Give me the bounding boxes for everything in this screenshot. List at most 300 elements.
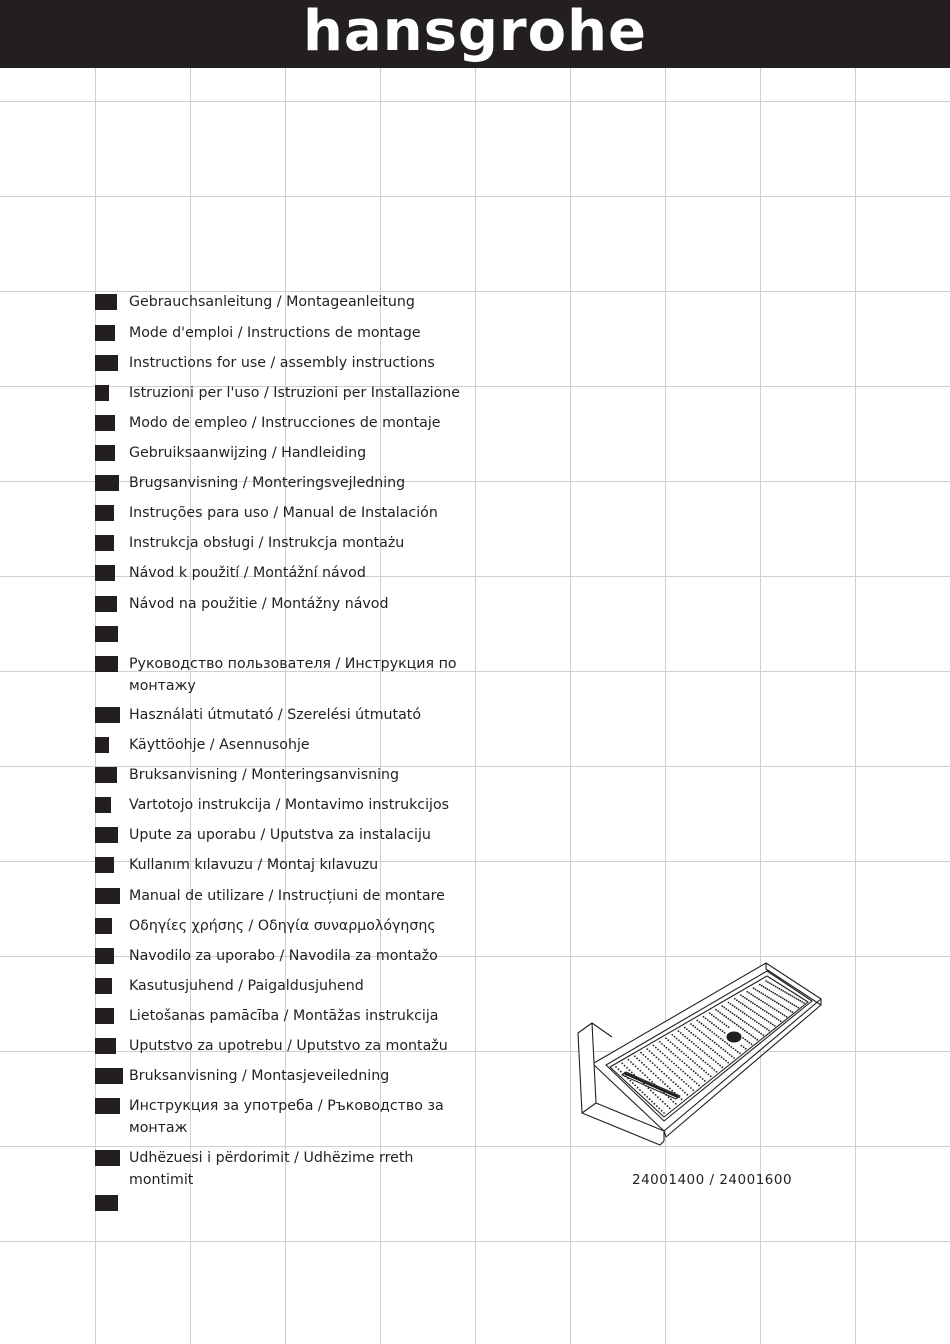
- nozzle-dot: [734, 1022, 736, 1024]
- nozzle-dot: [788, 1009, 790, 1011]
- nozzle-dot: [684, 1027, 686, 1029]
- language-label: Kasutusjuhend / Paigaldusjuhend: [129, 978, 364, 994]
- nozzle-dot: [656, 1067, 658, 1069]
- nozzle-dot: [758, 998, 760, 1000]
- nozzle-dot: [760, 1007, 762, 1009]
- nozzle-dot: [689, 1077, 691, 1079]
- nozzle-dot: [648, 1068, 650, 1070]
- language-marker: [95, 737, 109, 753]
- nozzle-dot: [693, 1043, 695, 1045]
- nozzle-dot: [628, 1059, 630, 1061]
- nozzle-dot: [738, 1009, 740, 1011]
- nozzle-dot: [638, 1078, 640, 1080]
- nozzle-dot: [684, 1036, 686, 1038]
- header-bar: [0, 0, 950, 68]
- nozzle-dot: [679, 1059, 681, 1061]
- nozzle-dot: [744, 1013, 746, 1015]
- nozzle-dot: [711, 1057, 713, 1059]
- nozzle-dot: [758, 1023, 760, 1025]
- language-label: Istruzioni per l'uso / Istruzioni per Installazione: [129, 385, 461, 401]
- nozzle-dot: [758, 1014, 760, 1016]
- nozzle-dot: [782, 990, 784, 992]
- nozzle-dot: [698, 1056, 700, 1058]
- nozzle-dot: [713, 1033, 715, 1035]
- nozzle-dot: [666, 1075, 668, 1077]
- nozzle-dot: [679, 1077, 681, 1079]
- language-marker: [95, 626, 118, 642]
- nozzle-dot: [631, 1072, 633, 1074]
- language-marker: [95, 505, 114, 521]
- nozzle-dot: [767, 988, 769, 990]
- nozzle-dot: [748, 1008, 750, 1010]
- nozzle-dot: [702, 1078, 704, 1080]
- nozzle-dot: [745, 1048, 747, 1050]
- nozzle-dot: [665, 1037, 667, 1039]
- nozzle-dot: [744, 997, 746, 999]
- nozzle-dot: [674, 1073, 676, 1075]
- nozzle-dot: [786, 1000, 788, 1002]
- language-marker: [95, 707, 120, 723]
- nozzle-dot: [715, 1017, 717, 1019]
- nozzle-dot: [668, 1077, 670, 1079]
- nozzle-dot: [780, 1020, 782, 1022]
- language-label: Lietošanas pamācība / Montāžas instrukcija: [129, 1008, 439, 1024]
- nozzle-dot: [675, 1083, 677, 1085]
- overhead-shower-illustration: [572, 955, 857, 1150]
- nozzle-dot: [690, 1032, 692, 1034]
- nozzle-dot: [680, 1069, 682, 1071]
- nozzle-dot: [675, 1055, 677, 1057]
- nozzle-dot: [720, 1038, 722, 1040]
- model-numbers: 24001400 / 24001600: [632, 1172, 793, 1188]
- nozzle-dot: [757, 990, 759, 992]
- nozzle-dot: [764, 1018, 766, 1020]
- nozzle-dot: [671, 1061, 673, 1063]
- nozzle-dot: [725, 1060, 727, 1062]
- language-label: Brugsanvisning / Monteringsvejledning: [129, 475, 406, 491]
- nozzle-dot: [681, 1098, 683, 1100]
- nozzle-dot: [672, 1053, 674, 1055]
- nozzle-dot: [662, 1081, 664, 1083]
- nozzle-dot: [719, 1055, 721, 1057]
- nozzle-dot: [694, 1081, 696, 1083]
- nozzle-dot: [754, 996, 756, 998]
- nozzle-dot: [734, 1006, 736, 1008]
- nozzle-dot: [750, 1009, 752, 1011]
- language-label: Návod na použitie / Montážny návod: [129, 596, 389, 612]
- nozzle-dot: [667, 1039, 669, 1041]
- nozzle-dot: [752, 995, 754, 997]
- language-marker: [95, 1195, 118, 1211]
- nozzle-dot: [642, 1091, 644, 1093]
- nozzle-dot: [691, 1041, 693, 1043]
- nozzle-dot: [746, 1023, 748, 1025]
- nozzle-dot: [772, 992, 774, 994]
- nozzle-dot: [644, 1094, 646, 1096]
- nozzle-dot: [682, 1034, 684, 1036]
- nozzle-dot: [651, 1052, 653, 1054]
- nozzle-dot: [651, 1081, 653, 1083]
- nozzle-dot: [669, 1069, 671, 1071]
- nozzle-dot: [719, 1020, 721, 1022]
- nozzle-dot: [721, 1066, 723, 1068]
- nozzle-dot: [714, 1042, 716, 1044]
- nozzle-dot: [629, 1069, 631, 1071]
- nozzle-dot: [708, 1046, 710, 1048]
- nozzle-dot: [671, 1090, 673, 1092]
- nozzle-dot: [772, 1024, 774, 1026]
- nozzle-dot: [741, 1045, 743, 1047]
- nozzle-dot: [662, 1101, 664, 1103]
- nozzle-dot: [794, 997, 796, 999]
- nozzle-dot: [699, 1030, 701, 1032]
- nozzle-dot: [698, 1085, 700, 1087]
- nozzle-dot: [695, 1045, 697, 1047]
- nozzle-dot: [756, 997, 758, 999]
- nozzle-dot: [663, 1092, 665, 1094]
- nozzle-dot: [736, 1024, 738, 1026]
- nozzle-dot: [742, 1020, 744, 1022]
- nozzle-dot: [748, 1016, 750, 1018]
- language-marker: [95, 978, 112, 994]
- nozzle-dot: [752, 1036, 754, 1038]
- nozzle-dot: [690, 1058, 692, 1060]
- nozzle-dot: [624, 1065, 626, 1067]
- language-marker: [95, 948, 114, 964]
- language-label: Руководство пользователя / Инструкция по монтажу: [129, 656, 457, 694]
- nozzle-dot: [641, 1062, 643, 1064]
- nozzle-dot: [721, 1022, 723, 1024]
- nozzle-dot: [726, 1043, 728, 1045]
- nozzle-dot: [716, 1071, 718, 1073]
- nozzle-dot: [744, 1030, 746, 1032]
- nozzle-dot: [774, 1001, 776, 1003]
- nozzle-dot: [768, 1021, 770, 1023]
- nozzle-dot: [625, 1075, 627, 1077]
- nozzle-dot: [636, 1076, 638, 1078]
- nozzle-dot: [790, 994, 792, 996]
- nozzle-dot: [796, 998, 798, 1000]
- nozzle-dot: [773, 985, 775, 987]
- nozzle-dot: [661, 1090, 663, 1092]
- nozzle-dot: [771, 983, 773, 985]
- nozzle-dot: [728, 1018, 730, 1020]
- nozzle-dot: [688, 1030, 690, 1032]
- language-marker: [95, 445, 115, 461]
- nozzle-dot: [707, 1019, 709, 1021]
- nozzle-dot: [709, 1065, 711, 1067]
- nozzle-dot: [651, 1101, 653, 1103]
- nozzle-dot: [728, 1026, 730, 1028]
- language-marker: [95, 656, 118, 672]
- nozzle-dot: [666, 1057, 668, 1059]
- nozzle-dot: [713, 1016, 715, 1018]
- nozzle-dot: [784, 1007, 786, 1009]
- nozzle-dot: [690, 1068, 692, 1070]
- nozzle-dot: [793, 1004, 795, 1006]
- nozzle-dot: [622, 1073, 624, 1075]
- nozzle-dot: [661, 1071, 663, 1073]
- nozzle-dot: [684, 1073, 686, 1075]
- nozzle-dot: [615, 1066, 617, 1068]
- nozzle-dot: [765, 980, 767, 982]
- nozzle-dot: [634, 1085, 636, 1087]
- nozzle-dot: [704, 1080, 706, 1082]
- nozzle-dot: [686, 1028, 688, 1030]
- nozzle-dot: [733, 1057, 735, 1059]
- nozzle-dot: [723, 1007, 725, 1009]
- nozzle-dot: [778, 1003, 780, 1005]
- language-marker: [95, 565, 115, 581]
- nozzle-dot: [774, 1025, 776, 1027]
- nozzle-dot: [709, 1029, 711, 1031]
- nozzle-dot: [684, 1063, 686, 1065]
- nozzle-dot: [784, 1015, 786, 1017]
- nozzle-dot: [702, 1060, 704, 1062]
- nozzle-dot: [786, 1008, 788, 1010]
- nozzle-dot: [713, 1069, 715, 1071]
- nozzle-dot: [770, 991, 772, 993]
- nozzle-dot: [742, 1003, 744, 1005]
- nozzle-dot: [764, 1010, 766, 1012]
- language-label: Upute za uporabu / Uputstva za instalaciju: [129, 827, 431, 843]
- nozzle-dot: [762, 1034, 764, 1036]
- nozzle-dot: [640, 1081, 642, 1083]
- nozzle-dot: [748, 992, 750, 994]
- nozzle-dot: [751, 1043, 753, 1045]
- nozzle-dot: [784, 991, 786, 993]
- nozzle-dot: [762, 1017, 764, 1019]
- nozzle-dot: [679, 1049, 681, 1051]
- language-label: Bruksanvisning / Monteringsanvisning: [129, 767, 400, 783]
- language-marker: [95, 797, 111, 813]
- nozzle-dot: [660, 1079, 662, 1081]
- nozzle-dot: [688, 1085, 690, 1087]
- nozzle-dot: [728, 1010, 730, 1012]
- nozzle-dot: [760, 1000, 762, 1002]
- nozzle-dot: [720, 1029, 722, 1031]
- nozzle-dot: [675, 1065, 677, 1067]
- nozzle-dot: [778, 988, 780, 990]
- nozzle-dot: [708, 1074, 710, 1076]
- nozzle-dot: [738, 1001, 740, 1003]
- nozzle-dot: [677, 1057, 679, 1059]
- nozzle-dot: [657, 1096, 659, 1098]
- nozzle-dot: [744, 1021, 746, 1023]
- nozzle-dot: [768, 997, 770, 999]
- nozzle-dot: [766, 1020, 768, 1022]
- nozzle-dot: [748, 1033, 750, 1035]
- nozzle-dot: [756, 1021, 758, 1023]
- nozzle-dot: [690, 1087, 692, 1089]
- nozzle-dot: [685, 1055, 687, 1057]
- nozzle-dot: [727, 1062, 729, 1064]
- nozzle-dot: [696, 1020, 698, 1022]
- nozzle-dot: [761, 985, 763, 987]
- nozzle-dot: [680, 1032, 682, 1034]
- nozzle-dot: [642, 1054, 644, 1056]
- nozzle-dot: [780, 1012, 782, 1014]
- nozzle-dot: [649, 1050, 651, 1052]
- nozzle-dot: [707, 1028, 709, 1030]
- nozzle-dot: [780, 996, 782, 998]
- nozzle-dot: [724, 1041, 726, 1043]
- nozzle-dot: [693, 1070, 695, 1072]
- nozzle-dot: [626, 1067, 628, 1069]
- nozzle-dot: [676, 1075, 678, 1077]
- nozzle-dot: [749, 1042, 751, 1044]
- nozzle-dot: [762, 993, 764, 995]
- nozzle-dot: [768, 1030, 770, 1032]
- nozzle-dot: [795, 1006, 797, 1008]
- nozzle-dot: [689, 1039, 691, 1041]
- language-marker: [95, 355, 118, 371]
- nozzle-dot: [692, 1060, 694, 1062]
- nozzle-dot: [711, 1067, 713, 1069]
- nozzle-dot: [740, 1002, 742, 1004]
- nozzle-dot: [643, 1083, 645, 1085]
- language-label: Navodilo za uporabo / Navodila za montažo: [129, 948, 438, 964]
- nozzle-dot: [639, 1089, 641, 1091]
- nozzle-dot: [782, 1005, 784, 1007]
- nozzle-dot: [744, 1005, 746, 1007]
- nozzle-dot: [646, 1096, 648, 1098]
- nozzle-dot: [720, 1047, 722, 1049]
- nozzle-dot: [661, 1043, 663, 1045]
- nozzle-dot: [742, 996, 744, 998]
- nozzle-dot: [695, 1035, 697, 1037]
- nozzle-dot: [725, 1050, 727, 1052]
- nozzle-dot: [792, 1003, 794, 1005]
- nozzle-dot: [656, 1085, 658, 1087]
- nozzle-dot: [696, 1064, 698, 1066]
- nozzle-dot: [722, 1049, 724, 1051]
- nozzle-dot: [756, 1039, 758, 1041]
- nozzle-dot: [697, 1047, 699, 1049]
- nozzle-dot: [740, 1010, 742, 1012]
- nozzle-dot: [703, 1033, 705, 1035]
- nozzle-dot: [709, 1012, 711, 1014]
- nozzle-dot: [630, 1080, 632, 1082]
- nozzle-dot: [682, 1090, 684, 1092]
- nozzle-dot: [659, 1051, 661, 1053]
- nozzle-dot: [685, 1045, 687, 1047]
- nozzle-dot: [734, 998, 736, 1000]
- nozzle-dot: [762, 1001, 764, 1003]
- nozzle-dot: [766, 996, 768, 998]
- nozzle-dot: [695, 1072, 697, 1074]
- language-label: Инструкция за употреба / Ръководство за монтаж: [129, 1098, 444, 1136]
- nozzle-dot: [746, 991, 748, 993]
- nozzle-dot: [718, 1036, 720, 1038]
- nozzle-dot: [706, 1054, 708, 1056]
- nozzle-dot: [653, 1054, 655, 1056]
- language-label: Kullanım kılavuzu / Montaj kılavuzu: [129, 857, 379, 873]
- language-marker: [95, 325, 115, 341]
- language-label: Instructions for use / assembly instructions: [129, 355, 435, 371]
- nozzle-dot: [775, 986, 777, 988]
- nozzle-dot: [678, 1039, 680, 1041]
- nozzle-dot: [744, 1039, 746, 1041]
- nozzle-dot: [736, 999, 738, 1001]
- nozzle-dot: [637, 1068, 639, 1070]
- nozzle-dot: [682, 1071, 684, 1073]
- nozzle-dot: [670, 1079, 672, 1081]
- nozzle-dot: [717, 1027, 719, 1029]
- nozzle-dot: [694, 1027, 696, 1029]
- nozzle-dot: [636, 1058, 638, 1060]
- language-marker: [95, 857, 114, 873]
- nozzle-dot: [649, 1079, 651, 1081]
- nozzle-dot: [652, 1092, 654, 1094]
- nozzle-dot: [788, 1001, 790, 1003]
- nozzle-dot: [647, 1058, 649, 1060]
- nozzle-dot: [797, 999, 799, 1001]
- nozzle-dot: [754, 1012, 756, 1014]
- nozzle-dot: [756, 1030, 758, 1032]
- nozzle-dot: [642, 1072, 644, 1074]
- nozzle-dot: [669, 1088, 671, 1090]
- nozzle-dot: [790, 1010, 792, 1012]
- nozzle-dot: [721, 1005, 723, 1007]
- nozzle-dot: [756, 1013, 758, 1015]
- nozzle-dot: [759, 984, 761, 986]
- nozzle-dot: [724, 1032, 726, 1034]
- language-marker: [95, 1150, 120, 1166]
- nozzle-dot: [700, 1058, 702, 1060]
- nozzle-dot: [731, 1055, 733, 1057]
- nozzle-dot: [653, 1045, 655, 1047]
- nozzle-dot: [707, 1063, 709, 1065]
- nozzle-dot: [701, 1023, 703, 1025]
- nozzle-dot: [697, 1074, 699, 1076]
- nozzle-dot: [758, 991, 760, 993]
- nozzle-dot: [728, 1044, 730, 1046]
- nozzle-dot: [678, 1030, 680, 1032]
- nozzle-dot: [791, 1011, 793, 1013]
- nozzle-dot: [658, 1088, 660, 1090]
- nozzle-dot: [687, 1056, 689, 1058]
- nozzle-dot: [634, 1055, 636, 1057]
- nozzle-dot: [767, 981, 769, 983]
- nozzle-dot: [776, 1002, 778, 1004]
- nozzle-dot: [715, 1009, 717, 1011]
- nozzle-dot: [766, 1028, 768, 1030]
- nozzle-dot: [639, 1060, 641, 1062]
- nozzle-dot: [769, 982, 771, 984]
- nozzle-dot: [621, 1063, 623, 1065]
- nozzle-dot: [663, 1045, 665, 1047]
- nozzle-dot: [721, 1056, 723, 1058]
- nozzle-dot: [780, 1004, 782, 1006]
- nozzle-dot: [649, 1098, 651, 1100]
- nozzle-dot: [627, 1078, 629, 1080]
- nozzle-dot: [750, 1001, 752, 1003]
- nozzle-dot: [681, 1051, 683, 1053]
- language-marker: [95, 827, 118, 843]
- nozzle-dot: [786, 992, 788, 994]
- nozzle-dot: [670, 1051, 672, 1053]
- nozzle-dot: [700, 1048, 702, 1050]
- nozzle-dot: [788, 993, 790, 995]
- language-label: Instruções para uso / Manual de Instalación: [129, 505, 438, 521]
- language-marker: [95, 1068, 123, 1084]
- nozzle-dot: [784, 999, 786, 1001]
- nozzle-dot: [672, 1071, 674, 1073]
- nozzle-dot: [660, 1061, 662, 1063]
- nozzle-dot: [665, 1065, 667, 1067]
- nozzle-dot: [657, 1049, 659, 1051]
